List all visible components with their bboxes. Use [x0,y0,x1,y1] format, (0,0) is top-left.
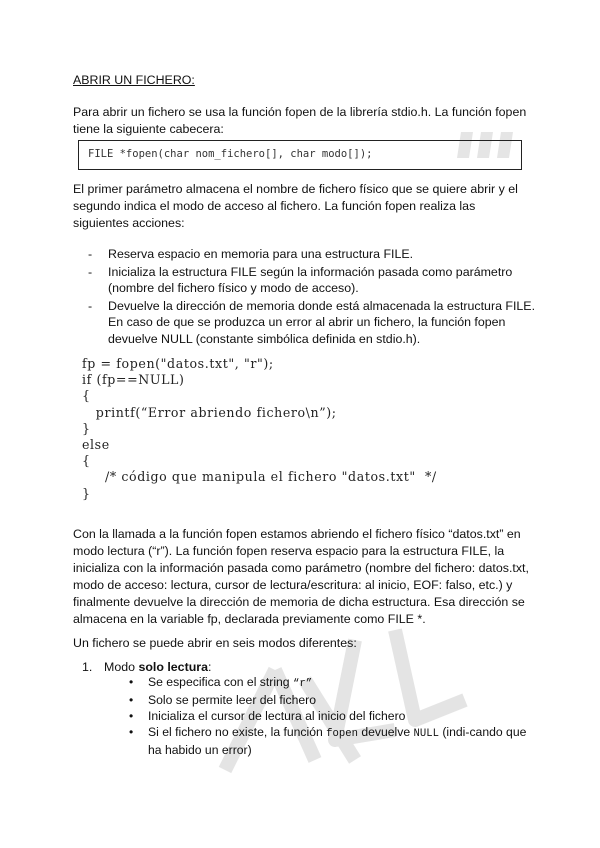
list-item: • Se especifica con el string “r” [148,675,528,693]
code-example: fp = fopen("datos.txt", "r"); if (fp==NULL) { printf(“Error abriendo fichero\n”); } else { /* código que manipula el fichero "datos.txt" */ } [82,356,437,501]
mode-prefix: Modo [104,660,139,674]
list-item: - Devuelve la dirección de memoria donde está almacenada la estructura FILE. En caso de que se produzca un error al abrir un fichero, la función fopen devuelve NULL (constante simbólica definida en stdio.h). [88,298,538,348]
mode-suffix: : [207,660,212,674]
signature-box [78,140,522,170]
list-item: • Solo se permite leer del fichero [148,693,528,709]
actions-list [88,246,538,348]
intro-paragraph: Para abrir un fichero se usa la función fopen de la librería stdio.h. La función fopen tiene la siguiente cabecera: [73,105,527,136]
mode-name: solo lectura [138,660,208,674]
mode-bullets [148,675,528,759]
code-inline: NULL [413,728,439,741]
mode-number: 1. [82,660,93,674]
list-item: • Inicializa el cursor de lectura al inicio del fichero [148,709,528,725]
list-item: • Si el fichero no existe, la función fopen devuelve NULL (indi-cando que ha habido un error) [148,725,528,758]
function-signature: FILE *fopen(char nom_fichero[], char modo[]); [88,148,373,160]
list-item: - Inicializa la estructura FILE según la información pasada como parámetro (nombre del fichero físico y modo de acceso). [88,264,538,297]
code-inline: fopen [326,728,358,741]
mode-heading [82,659,211,676]
section-title: ABRIR UN FICHERO: [73,73,195,87]
modes-intro: Un fichero se puede abrir en seis modos diferentes: [73,636,357,650]
code-inline: “r” [292,678,313,690]
params-paragraph: El primer parámetro almacena el nombre de fichero físico que se quiere abrir y el segundo indica el modo de acceso al fichero. La función fopen realiza las siguientes acciones: [73,182,518,230]
explanation-paragraph: Con la llamada a la función fopen estamos abriendo el fichero físico “datos.txt” en modo lectura (“r”). La función fopen reserva espacio para la estructura FILE, la inicializa con la información pasada como parámetro (nombre del fichero: datos.txt, modo de acceso: lectura, cursor de lectura/escritura: al inicio, EOF: falso, etc.) y finalmente devuelve la dirección de memoria de dicha estructura. Esa dirección se almacena en la variable fp, declarada previamente como FILE *. [73,527,529,626]
list-item: - Reserva espacio en memoria para una estructura FILE. [88,246,538,263]
